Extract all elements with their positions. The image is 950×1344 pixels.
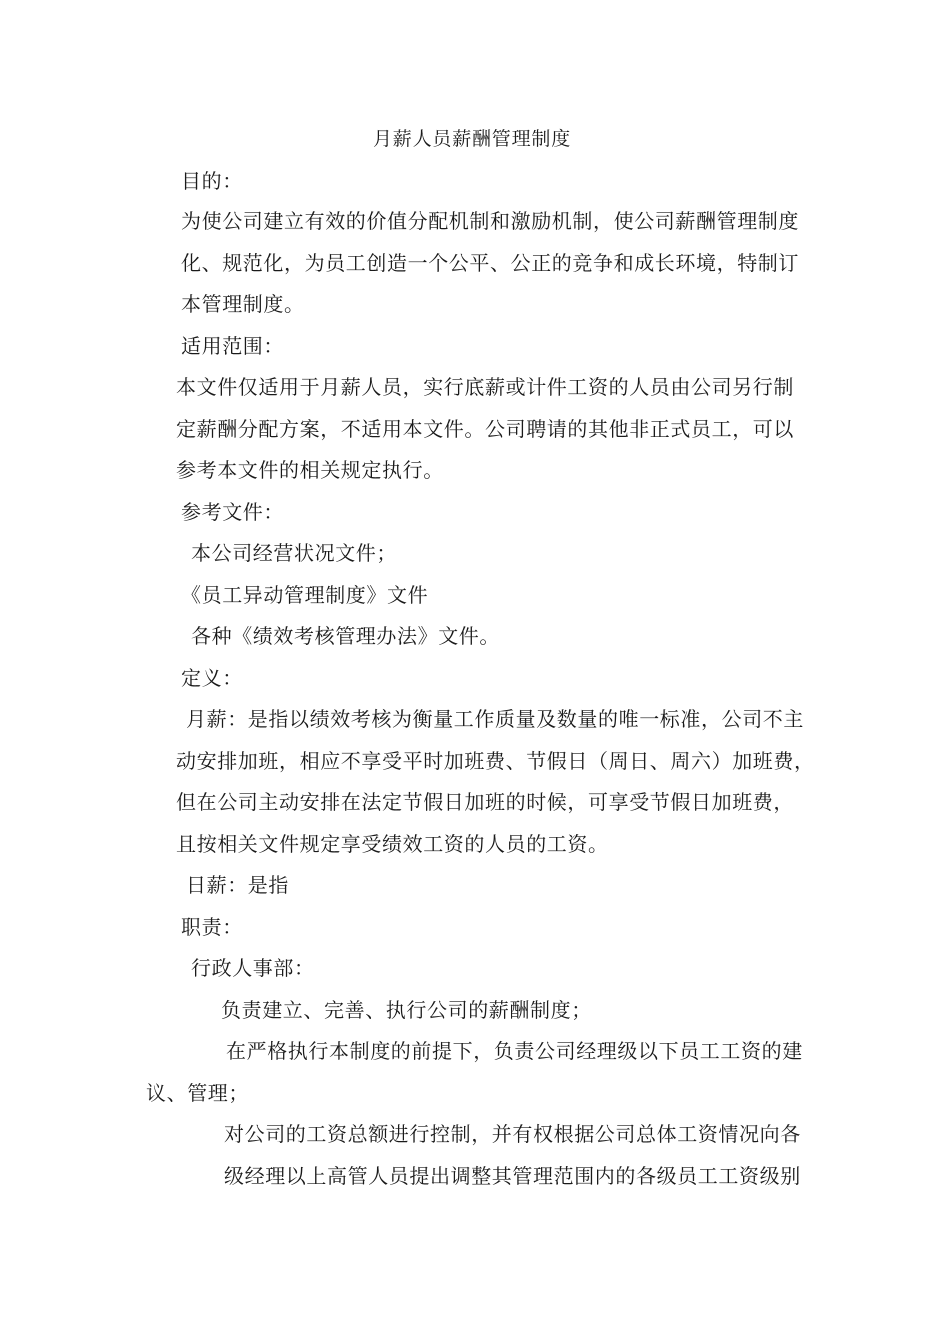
purpose-heading: 目的： bbox=[181, 169, 243, 193]
purpose-line-1: 为使公司建立有效的价值分配机制和激励机制，使公司薪酬管理制度 bbox=[181, 209, 799, 233]
scope-line-3: 参考本文件的相关规定执行。 bbox=[176, 458, 444, 482]
definition-line-2: 动安排加班，相应不享受平时加班费、节假日（周日、周六）加班费， bbox=[176, 749, 815, 773]
duty-heading: 职责： bbox=[181, 915, 243, 939]
hr-duty-line-4: 对公司的工资总额进行控制，并有权根据公司总体工资情况向各 bbox=[224, 1122, 801, 1146]
definition-line-4: 且按相关文件规定享受绩效工资的人员的工资。 bbox=[176, 832, 609, 856]
scope-line-1: 本文件仅适用于月薪人员，实行底薪或计件工资的人员由公司另行制 bbox=[176, 375, 794, 399]
reference-item-1: 本公司经营状况文件； bbox=[191, 541, 397, 565]
daily-wage-definition: 日薪：是指 bbox=[186, 873, 289, 897]
reference-item-3: 各种《绩效考核管理办法》文件。 bbox=[191, 624, 500, 648]
hr-duty-line-2: 在严格执行本制度的前提下，负责公司经理级以下员工工资的建 bbox=[226, 1039, 803, 1063]
definition-line-1: 月薪：是指以绩效考核为衡量工作质量及数量的唯一标准，公司不主 bbox=[186, 707, 804, 731]
scope-heading: 适用范围： bbox=[181, 334, 284, 358]
hr-duty-line-3: 议、管理； bbox=[146, 1081, 249, 1105]
hr-duty-line-5: 级经理以上高管人员提出调整其管理范围内的各级员工工资级别 bbox=[224, 1164, 801, 1188]
reference-item-2: 《员工异动管理制度》文件 bbox=[181, 583, 429, 607]
hr-duty-line-1: 负责建立、完善、执行公司的薪酬制度； bbox=[221, 998, 592, 1022]
definition-heading: 定义： bbox=[181, 666, 243, 690]
purpose-line-2: 化、规范化，为员工创造一个公平、公正的竞争和成长环境，特制订 bbox=[181, 251, 799, 275]
hr-dept-heading: 行政人事部： bbox=[191, 956, 315, 980]
scope-line-2: 定薪酬分配方案，不适用本文件。公司聘请的其他非正式员工，可以 bbox=[176, 417, 794, 441]
reference-heading: 参考文件： bbox=[181, 500, 284, 524]
document-title: 月薪人员薪酬管理制度 bbox=[373, 128, 572, 150]
definition-line-3: 但在公司主动安排在法定节假日加班的时候，可享受节假日加班费， bbox=[176, 790, 794, 814]
purpose-line-3: 本管理制度。 bbox=[181, 292, 305, 316]
